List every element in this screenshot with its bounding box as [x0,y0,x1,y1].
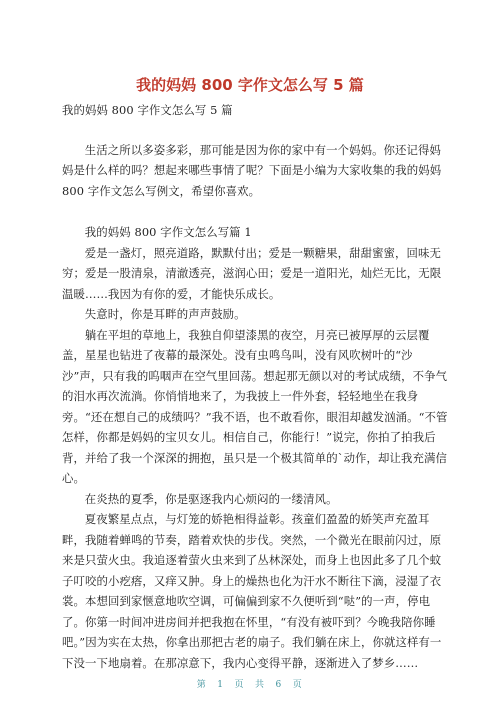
document-body [62,100,448,673]
paragraph-1: 爱是一盏灯，照亮道路，默默付出；爱是一颗糖果，甜甜蜜蜜，回味无穷；爱是一股清泉，清澈透亮，滋润心田；爱是一道阳光，灿烂无比，无限温暖……我因为有你的爱，才能快乐成长。 [62,245,442,301]
document-title: 我的妈妈 800 字作文怎么写 5 篇 [136,76,364,94]
paragraph-4: 在炎热的夏季，你是驱逐我内心烦闷的一缕清风。 [84,491,338,506]
paragraph-2: 失意时，你是耳畔的声声鼓励。 [84,307,246,321]
footer-page-number: 1 [217,680,225,690]
intro-paragraph: 生活之所以多姿多彩，那可能是因为你的家中有一个妈妈。你还记得妈妈是什么样的吗？想起来哪些事情了呢？下面是小编为大家收集的我的妈妈 800 字作文怎么写例文，希望你喜欢。 [62,142,442,198]
paragraph-3: 躺在平坦的草地上，我独自仰望漆黑的夜空，月亮已被厚厚的云层覆盖，星星也钻进了夜幕的最深处。没有虫鸣鸟叫，没有风吹树叶的“沙沙”声，只有我的呜咽声在空气里回荡。想起那无颜以对的考试成绩，不争气的泪水再次流淌。你悄悄地来了，为我披上一件外套，轻轻地坐在我身旁。“还在想自己的成绩吗？”我不语，也不敢看你，眼泪却越发汹涌。“不管怎样，你都是妈妈的宝贝女儿。相信自己，你能行！”说完，你拍了拍我后背，并给了我一个深深的拥抱，虽只是一个极其简单的`动作，却让我充满信心。 [62,327,448,485]
paragraph-5: 夏夜繁星点点，与灯笼的娇艳相得益彰。孩童们盈盈的娇笑声充盈耳畔，我随着蝉鸣的节奏，踏着欢快的步伐。突然，一个微光在眼前闪过，原来是只萤火虫。我追逐着萤火虫来到了丛林深处，而身上也因此多了几个蚊子叮咬的小疙瘩，又痒又肿。身上的燥热也化为汗水不断往下滴，浸湿了衣裳。本想回到家惬意地吹空调，可偏偏到家不久便听到“哒”的一声，停电了。你第一时间冲进房间并把我抱在怀里，“有没有被吓到？今晚我陪你睡吧。”因为实在太热，你拿出那把古老的扇子。我们躺在床上，你就这样有一下没一下地扇着。在那凉意下，我内心变得平静，逐渐进入了梦乡…… [62,512,442,670]
footer-page-unit: 页 [234,680,245,690]
footer-total-label: 共 [255,680,266,690]
section-heading: 我的妈妈 800 字作文怎么写篇 1 [84,225,252,239]
footer-total-unit: 页 [292,680,304,690]
footer-total-number: 6 [275,680,283,690]
footer-page-label: 第 [196,680,208,690]
document-subtitle: 我的妈妈 800 字作文怎么写 5 篇 [62,103,233,117]
page-footer [0,677,500,690]
